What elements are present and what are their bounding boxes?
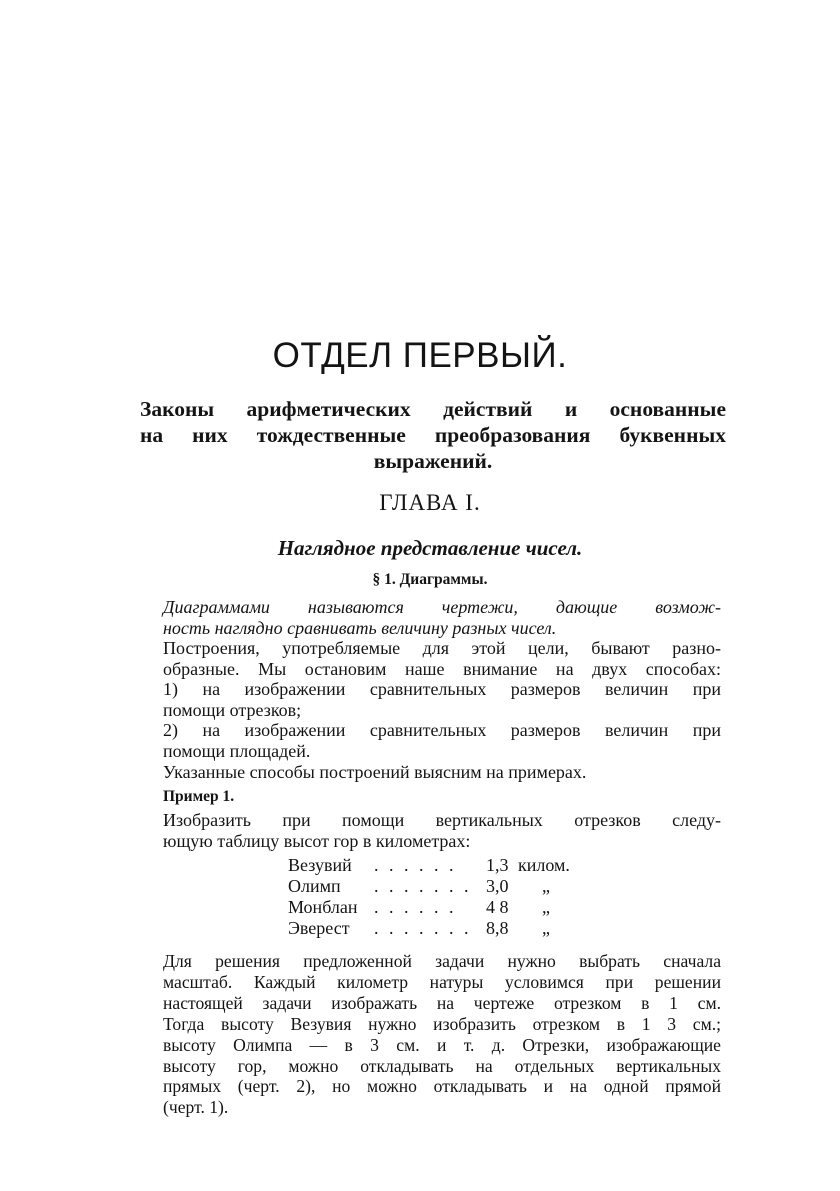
example-task xyxy=(163,810,721,851)
height-unit: „ xyxy=(542,918,550,938)
part-subtitle xyxy=(140,396,726,474)
chapter-title: Наглядное представление чисел. xyxy=(277,536,583,560)
table-row xyxy=(288,876,570,897)
height-value: 1,3 xyxy=(486,855,509,875)
table-row xyxy=(288,918,570,939)
solution-line: Для решения предложенной задачи нужно выбрать сначала xyxy=(163,951,721,971)
body-line: Указанные способы построений выясним на примерах. xyxy=(163,761,587,782)
definition-paragraph xyxy=(163,597,721,638)
table-row xyxy=(288,855,570,876)
solution-line: высоту Олимпа — в 3 см. и т. д. Отрезки, изображающие xyxy=(163,1034,721,1055)
task-line: Изобразить при помощи вертикальных отрезков следу- xyxy=(163,810,721,830)
definition-line: Диаграммами называются чертежи, дающие возмож- xyxy=(163,597,721,617)
height-value: 4 8 xyxy=(486,897,509,917)
task-line: ющую таблицу высот гор в километрах: xyxy=(163,830,471,851)
solution-line: (черт. 1). xyxy=(163,1097,229,1118)
body-line: 1) на изображении сравнительных размеров величин при xyxy=(163,679,721,700)
leader-dots: . . . . . . . xyxy=(374,876,472,896)
height-unit: „ xyxy=(542,876,550,896)
height-value: 8,8 xyxy=(486,918,509,938)
part-subtitle-line: Законы арифметических действий и основанные xyxy=(140,397,726,421)
body-line: Построения, употребляемые для этой цели, бывают разно- xyxy=(163,638,721,658)
height-value: 3,0 xyxy=(486,876,509,896)
section-title: § 1. Диаграммы. xyxy=(372,571,488,588)
part-subtitle-line: на них тождественные преобразования буквенных xyxy=(140,423,726,447)
part-title: ОТДЕЛ ПЕРВЫЙ. xyxy=(272,336,568,375)
part-subtitle-line: выражений. xyxy=(373,449,493,473)
mountain-name: Везувий xyxy=(288,855,352,875)
mountain-name: Эверест xyxy=(288,918,350,938)
mountain-heights-table xyxy=(288,855,570,939)
solution-line: прямых (черт. 2), но можно откладывать и на одной прямой xyxy=(163,1076,721,1097)
solution-line: высоту гор, можно откладывать на отдельных вертикальных xyxy=(163,1055,721,1076)
height-unit: „ xyxy=(542,897,550,917)
body-line: образные. Мы остановим наше внимание на двух способах: xyxy=(163,658,721,679)
body-paragraphs xyxy=(163,638,721,782)
mountain-name: Олимп xyxy=(288,876,341,896)
mountain-name: Монблан xyxy=(288,897,358,917)
leader-dots: . . . . . . . xyxy=(374,918,472,938)
body-line: 2) на изображении сравнительных размеров величин при xyxy=(163,720,721,741)
solution-paragraph xyxy=(163,951,721,1118)
solution-line: настоящей задачи изображать на чертеже отрезком в 1 см. xyxy=(163,992,721,1013)
leader-dots: . . . . . . xyxy=(374,855,457,875)
definition-line: ность наглядно сравнивать величину разных чисел. xyxy=(163,617,557,638)
solution-line: масштаб. Каждый километр натуры условимся при решении xyxy=(163,971,721,992)
body-line: помощи площадей. xyxy=(163,740,311,761)
table-row xyxy=(288,897,570,918)
height-unit: килом. xyxy=(518,855,570,875)
solution-line: Тогда высоту Везувия нужно изобразить отрезком в 1 3 см.; xyxy=(163,1013,721,1034)
example-label: Пример 1. xyxy=(163,788,235,805)
body-line: помощи отрезков; xyxy=(163,699,302,720)
leader-dots: . . . . . . xyxy=(374,897,457,917)
chapter-number: ГЛАВА I. xyxy=(379,490,481,515)
